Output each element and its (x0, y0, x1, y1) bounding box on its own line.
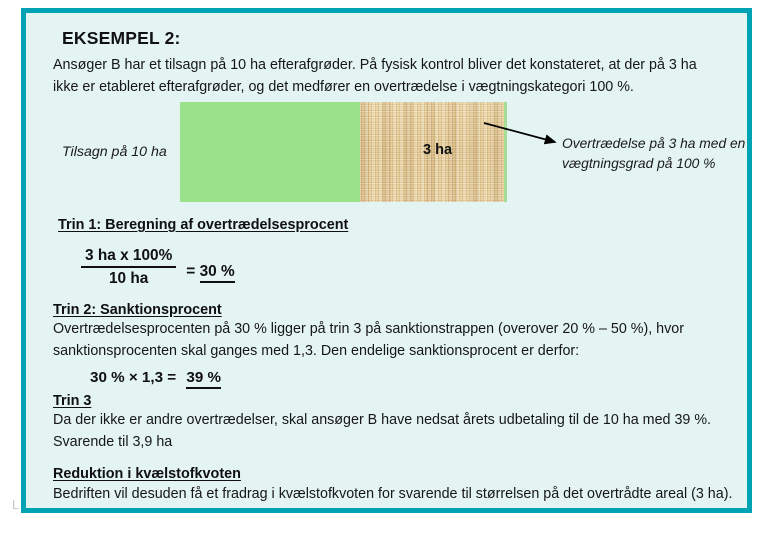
fraction-numerator: 3 ha x 100% (81, 247, 176, 268)
intro-paragraph: Ansøger B har et tilsagn på 10 ha efterafgrøder. På fysisk kontrol bliver det konstateret, at der på 3 ha ikke er etableret efterafgrøder, og det medfører en overtrædelse i vægtningskategori 100 %. (53, 57, 697, 95)
step3-text: Da der ikke er andre overtrædelser, skal ansøger B have nedsat årets udbetaling til de 10 ha med 39 %. Svarende til 3,9 ha (53, 412, 712, 450)
callout-arrow-icon (481, 121, 571, 161)
area-bar (180, 102, 507, 202)
equals-sign: = (186, 262, 196, 280)
reduction-text: Bedriften vil desuden få et fradrag i kvælstofkvoten for svarende til størrelsen på det overtrådte areal (3 ha). (53, 486, 733, 502)
step1-heading: Trin 1: Beregning af overtrædelsesprocent (58, 217, 349, 233)
example-callout-box (21, 8, 752, 513)
step2-result-value: 39 % (186, 369, 221, 389)
step2-text: Overtrædelsesprocenten på 30 % ligger på trin 3 på sanktionstrappen (overover 20 % – 50 %), hvor sanktionsprocenten skal ganges med 1,3. Den endelige sanktionsprocent er derfor: (53, 321, 684, 359)
fraction (81, 247, 176, 288)
fraction-result (186, 263, 234, 281)
step1-result-value: 30 % (200, 263, 235, 283)
diagram-left-label: Tilsagn på 10 ha (62, 144, 167, 160)
step3-heading: Trin 3 (53, 393, 92, 409)
step2-heading: Trin 2: Sanktionsprocent (53, 302, 222, 318)
example-content (26, 13, 747, 508)
breach-note: Overtrædelse på 3 ha med en vægtningsgrad på 100 % (562, 136, 746, 171)
page-title: EKSEMPEL 2: (62, 28, 181, 48)
breach-area-label: 3 ha (423, 142, 453, 158)
overtraedelsesprocent-formula (81, 247, 235, 288)
area-diagram (26, 91, 747, 216)
sanktionsprocent-formula (90, 369, 221, 386)
stray-mark: L (12, 497, 20, 512)
step2-formula-left: 30 % × 1,3 = (90, 369, 177, 386)
reduction-heading: Reduktion i kvælstofkvoten (53, 466, 241, 482)
fraction-denominator: 10 ha (108, 270, 149, 287)
compliant-area-block (180, 102, 360, 202)
